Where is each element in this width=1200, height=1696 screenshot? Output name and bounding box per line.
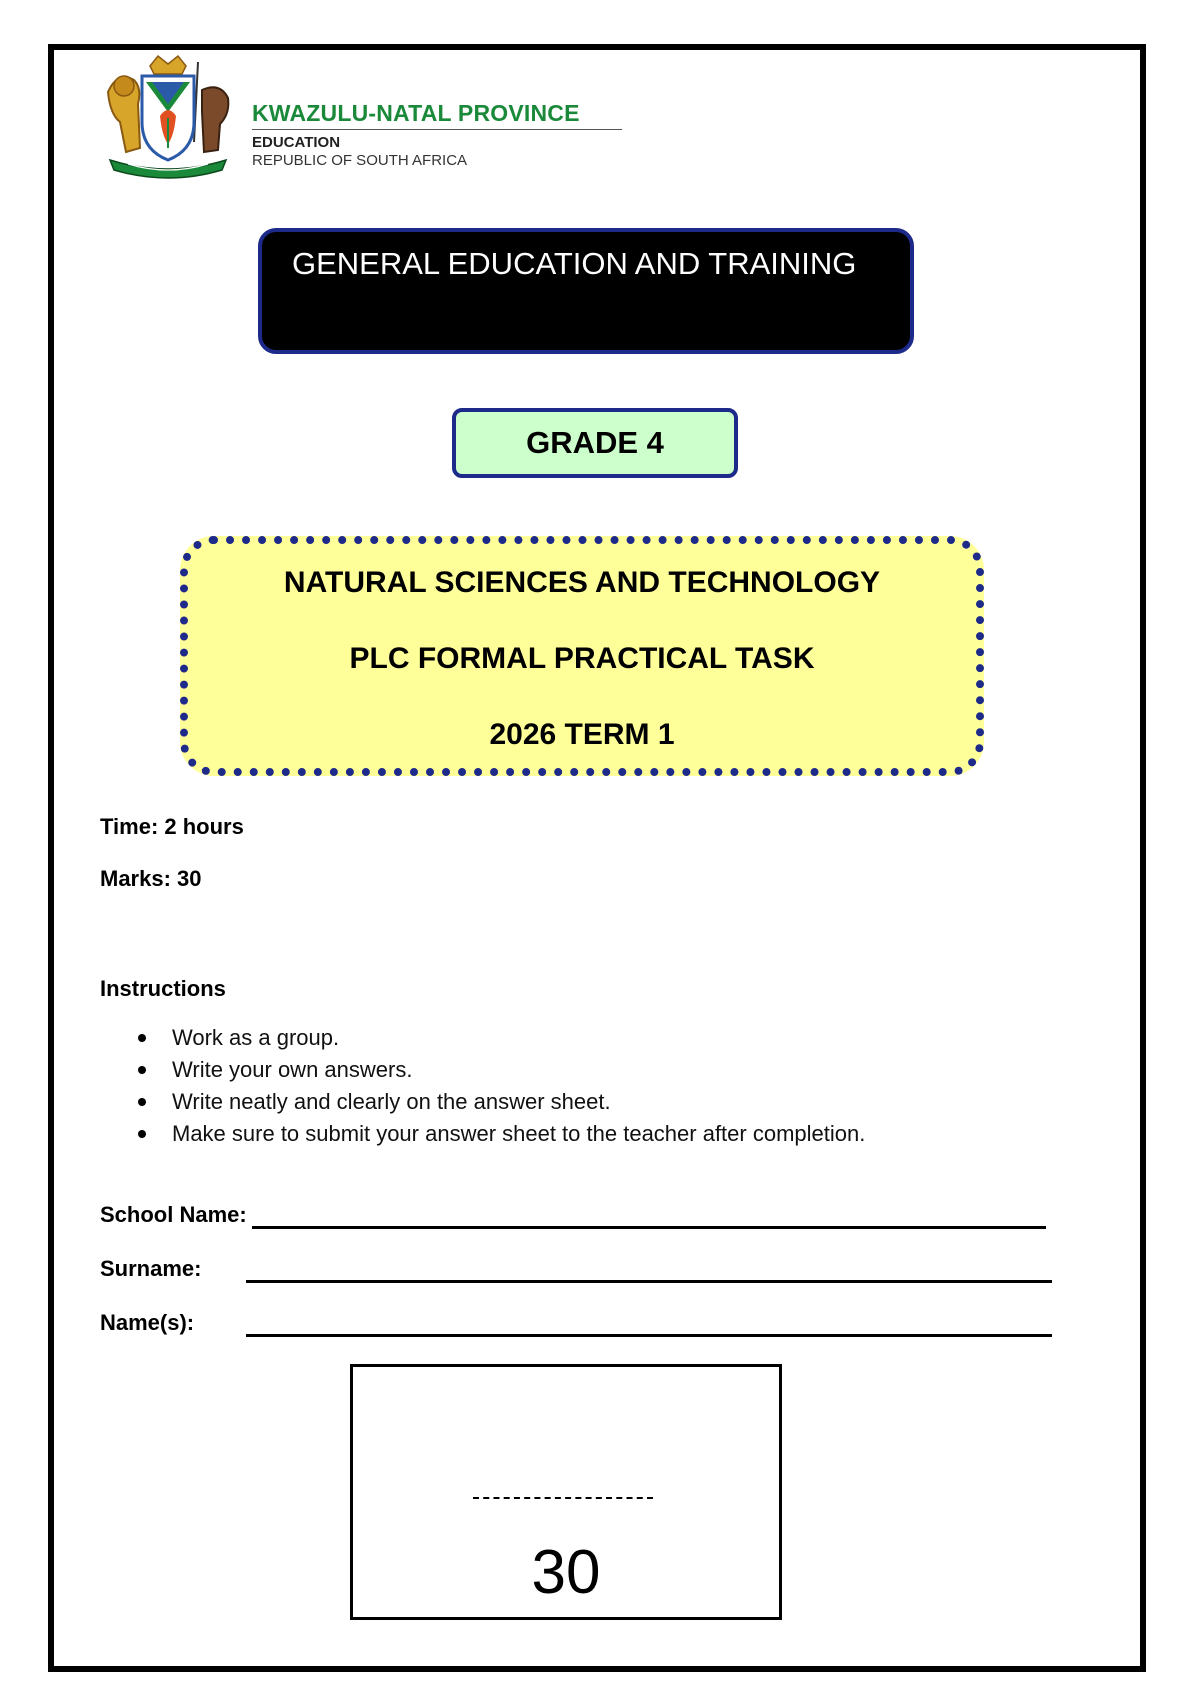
instructions-list bbox=[100, 1022, 865, 1150]
bullet-icon bbox=[138, 1130, 146, 1138]
org-name: KWAZULU-NATAL PROVINCE bbox=[252, 100, 580, 126]
names-field[interactable] bbox=[246, 1334, 1052, 1337]
list-item bbox=[100, 1022, 865, 1054]
bullet-icon bbox=[138, 1098, 146, 1106]
subject-title: NATURAL SCIENCES AND TECHNOLOGY bbox=[283, 566, 881, 599]
grade-box bbox=[452, 408, 738, 478]
total-marks: Marks: 30 bbox=[100, 866, 202, 891]
org-divider bbox=[252, 129, 622, 130]
list-item bbox=[100, 1054, 865, 1086]
grade-label: GRADE 4 bbox=[526, 425, 664, 460]
school-name-field[interactable] bbox=[252, 1226, 1046, 1229]
phase-banner bbox=[258, 228, 914, 354]
names-label: Name(s): bbox=[100, 1310, 195, 1335]
time-allowed: Time: 2 hours bbox=[100, 814, 244, 839]
school-name-label: School Name: bbox=[100, 1202, 247, 1227]
department-name: EDUCATION bbox=[252, 134, 341, 151]
instruction-text: Make sure to submit your answer sheet to the teacher after completion. bbox=[172, 1121, 866, 1146]
surname-field[interactable] bbox=[246, 1280, 1052, 1283]
country-name: REPUBLIC OF SOUTH AFRICA bbox=[252, 152, 468, 169]
term-title: 2026 TERM 1 bbox=[489, 718, 675, 751]
instructions-heading: Instructions bbox=[100, 976, 226, 1001]
list-item bbox=[100, 1118, 865, 1150]
phase-title: GENERAL EDUCATION AND TRAINING bbox=[292, 246, 857, 281]
score-box bbox=[350, 1364, 782, 1620]
subject-box bbox=[180, 536, 984, 776]
score-total: 30 bbox=[531, 1538, 601, 1607]
kzn-coat-of-arms-logo bbox=[98, 52, 238, 182]
bullet-icon bbox=[138, 1034, 146, 1042]
score-entry-line[interactable] bbox=[473, 1497, 653, 1499]
instruction-text: Write neatly and clearly on the answer sheet. bbox=[172, 1089, 611, 1114]
instruction-text: Write your own answers. bbox=[172, 1057, 413, 1082]
task-title: PLC FORMAL PRACTICAL TASK bbox=[349, 642, 815, 675]
list-item bbox=[100, 1086, 865, 1118]
instruction-text: Work as a group. bbox=[172, 1025, 340, 1050]
bullet-icon bbox=[138, 1066, 146, 1074]
surname-label: Surname: bbox=[100, 1256, 202, 1281]
